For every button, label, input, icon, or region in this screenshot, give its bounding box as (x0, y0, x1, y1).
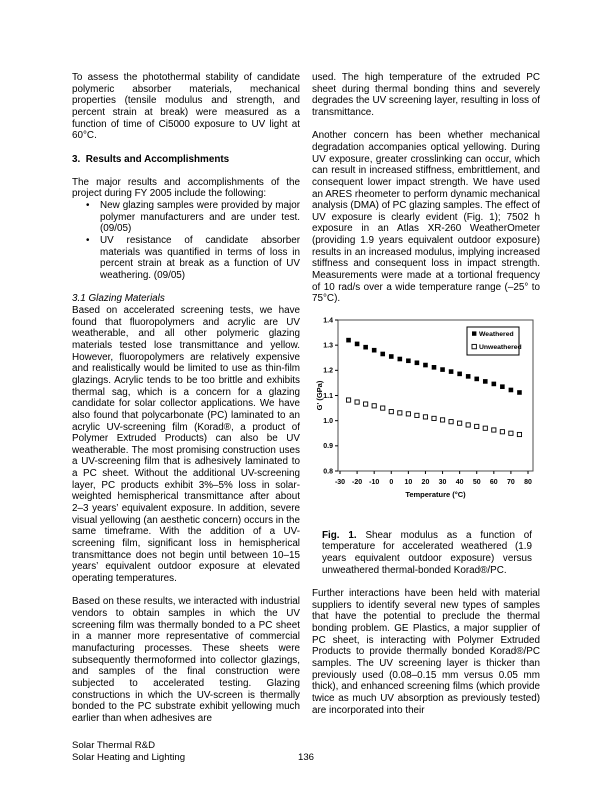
data-point (492, 428, 496, 432)
data-point (474, 377, 479, 382)
y-tick-label: 1.1 (323, 392, 333, 400)
bullet-text: UV resistance of candidate absorber materials was quantified in terms of loss in percent strain at break as a function of UV weathering. (09/05) (100, 235, 300, 282)
data-point (500, 430, 504, 434)
x-tick-label: 0 (389, 479, 394, 487)
data-point (355, 342, 360, 347)
data-point (432, 416, 436, 420)
data-point (517, 390, 522, 395)
data-point (381, 406, 385, 410)
y-tick-label: 1.4 (323, 317, 333, 325)
footer-program: Solar Thermal R&D (72, 740, 155, 751)
paragraph-major-results: The major results and accomplishments of the project during FY 2005 include the following: (72, 176, 300, 200)
data-point (440, 418, 444, 422)
data-point (364, 402, 368, 406)
data-point (380, 352, 385, 357)
paragraph-further-interactions: Further interactions have been held with material suppliers to identify several new types of samples that have the potential to preclude the thermal bonding problem. GE Plastics, a major supplier of PC sheet, is interacting with Polymer Extruded Products to provide thermally bonded Korad®/PC samples. The UV screening layer is thicker than previously used (0.08–0.15 mm versus 0.05 mm thick), and enhanced screening films (which provide twice as much UV absorption as previously tested) are incorporated into their (312, 587, 540, 716)
data-point (389, 410, 393, 414)
data-point (423, 415, 427, 419)
data-point (398, 357, 403, 362)
data-point (449, 369, 454, 374)
data-point (372, 348, 377, 353)
x-tick-label: 10 (404, 479, 413, 487)
subsection-heading-glazing: 3.1 Glazing Materials (72, 293, 165, 305)
x-tick-label: 40 (455, 479, 464, 487)
bullet-icon: • (86, 200, 90, 212)
data-point (415, 361, 420, 366)
data-point (363, 345, 368, 350)
figure-1-caption (322, 530, 532, 577)
data-point (449, 420, 453, 424)
figure-1 (312, 313, 540, 515)
data-point (483, 426, 487, 430)
x-tick-label: 80 (524, 479, 532, 487)
legend-marker (472, 344, 476, 348)
x-tick-label: 20 (421, 479, 430, 487)
bullet-icon: • (86, 235, 90, 247)
figure-1-chart (312, 313, 540, 511)
list-item (72, 235, 300, 282)
data-point (509, 388, 514, 393)
data-point (458, 421, 462, 425)
bullet-text: New glazing samples were provided by major polymer manufacturers and are under test. (09/05) (100, 200, 300, 235)
data-point (475, 424, 479, 428)
paragraph-photothermal: To assess the photothermal stability of candidate polymeric absorber materials, mechanical properties (tensile modulus and strength, and percent strain at break) were measured as a function of time of Ci5000 exposure to UV light at 60°C. (72, 72, 300, 142)
legend-label: Weathered (479, 331, 514, 339)
list-item (72, 200, 300, 235)
x-tick-label: -30 (334, 479, 346, 487)
data-point (440, 367, 445, 372)
data-point (466, 423, 470, 427)
legend (467, 327, 522, 355)
y-axis (323, 317, 338, 475)
x-tick-label: 60 (489, 479, 498, 487)
legend-marker (472, 331, 476, 335)
right-column (312, 72, 540, 716)
x-tick-label: 50 (472, 479, 481, 487)
data-point (415, 413, 419, 417)
data-point (492, 382, 497, 387)
data-point (389, 354, 394, 359)
data-point (406, 412, 410, 416)
x-tick-label: 30 (438, 479, 447, 487)
page-number: 136 (297, 751, 314, 763)
figure-caption-text: Shear modulus as a function of temperature for accelerated weathered (1.9 years equivalent outdoor exposure) versus unweathered thermal-bonded Korad®/PC. (322, 529, 533, 576)
paragraph-glazing-materials: Based on accelerated screening tests, we have found that fluoropolymers and acrylic are UV weatherable, and all other polymeric glazing materials tested lose transmittance and yellow. However, fluoropolymers are relatively expensive and realistically would be limited to use as thin-film glazings. Acrylic tends to be too brittle and exhibits thermal sag, which is a concern for a glazing candidate for solar collector applications. We have also found that polycarbonate (PC) laminated to an acrylic UV-screening film (Korad®, a product of Polymer Extruded Products) can also be UV weatherable. The most promising construction uses a UV-screening film that is adhesively laminated to a PC sheet. Without the additional UV-screening layer, PC products exhibit 3%–5% loss in solar-weighted hemispherical transmittance after about 2–3 years’ equivalent exposure. In addition, severe visual yellowing (an aesthetic concern) occurs in the same timeframe. With the addition of a UV-screening film, significant loss in hemispherical transmittance does not begin until between 10–15 years’ equivalent outdoor exposure at elevated operating temperatures. (72, 304, 300, 585)
data-point (483, 379, 488, 384)
section-heading-results: 3. Results and Accomplishments (72, 153, 230, 165)
paragraph-used-high-temp: used. The high temperature of the extruded PC sheet during thermal bonding thins and severely degrades the UV screening layer, resulting in loss of transmittance. (312, 72, 540, 118)
left-column (72, 72, 300, 725)
footer-subprogram: Solar Heating and Lighting (72, 751, 186, 763)
data-point (398, 411, 402, 415)
x-axis-title: Temperature (°C) (405, 490, 466, 500)
data-point (406, 359, 411, 364)
paragraph-another-concern: Another concern has been whether mechanical degradation accompanies optical yellowing. During UV exposure, greater crosslinking can occur, which can result in increased stiffness, embrittlement, and consequent lower impact strength. We have used an ARES rheometer to perform dynamic mechanical analysis (DMA) of PC glazing samples. The effect of UV exposure is clearly evident (Fig. 1); 7502 h exposure in an Atlas XR-260 WeatherOmeter (providing 1.9 years equivalent outdoor exposure) results in an increased modulus, implying increased stiffness and consequent loss in impact strength. Measurements were made at a tortional frequency of 10 rad/s over a wide temperature range (–25° to 75°C). (312, 130, 540, 305)
figure-caption-label: Fig. 1. (322, 529, 357, 541)
y-axis-title: G' (GPa) (315, 380, 324, 411)
y-tick-label: 0.8 (323, 468, 333, 476)
x-axis (335, 471, 532, 486)
y-tick-label: 1.2 (323, 367, 333, 375)
y-tick-label: 1.0 (323, 418, 333, 426)
results-bullet-list (72, 200, 300, 282)
x-tick-label: -10 (369, 479, 380, 487)
data-point (423, 363, 428, 368)
data-point (517, 432, 521, 436)
data-point (466, 374, 471, 379)
data-point (346, 398, 350, 402)
x-tick-label: -20 (352, 479, 363, 487)
data-point (355, 400, 359, 404)
data-point (500, 384, 505, 389)
legend-label: Unweathered (479, 344, 522, 352)
data-point (346, 338, 351, 343)
data-point (457, 372, 462, 377)
paragraph-industrial-vendors: Based on these results, we interacted with industrial vendors to obtain samples in which the UV screening film was thermally bonded to a PC sheet in a manner more representative of commercial manufacturing processes. These sheets were subsequently thermoformed into collector glazings, and samples of the final construction were subjected to accelerated testing. Glazing constructions in which the UV-screen is thermally bonded to the PC substrate exhibit yellowing much earlier than when adhesives are (72, 596, 300, 724)
data-point (509, 431, 513, 435)
data-point (372, 404, 376, 408)
x-tick-label: 70 (507, 479, 515, 487)
y-tick-label: 1.3 (323, 342, 333, 350)
y-tick-label: 0.9 (323, 443, 333, 451)
data-point (432, 365, 437, 370)
